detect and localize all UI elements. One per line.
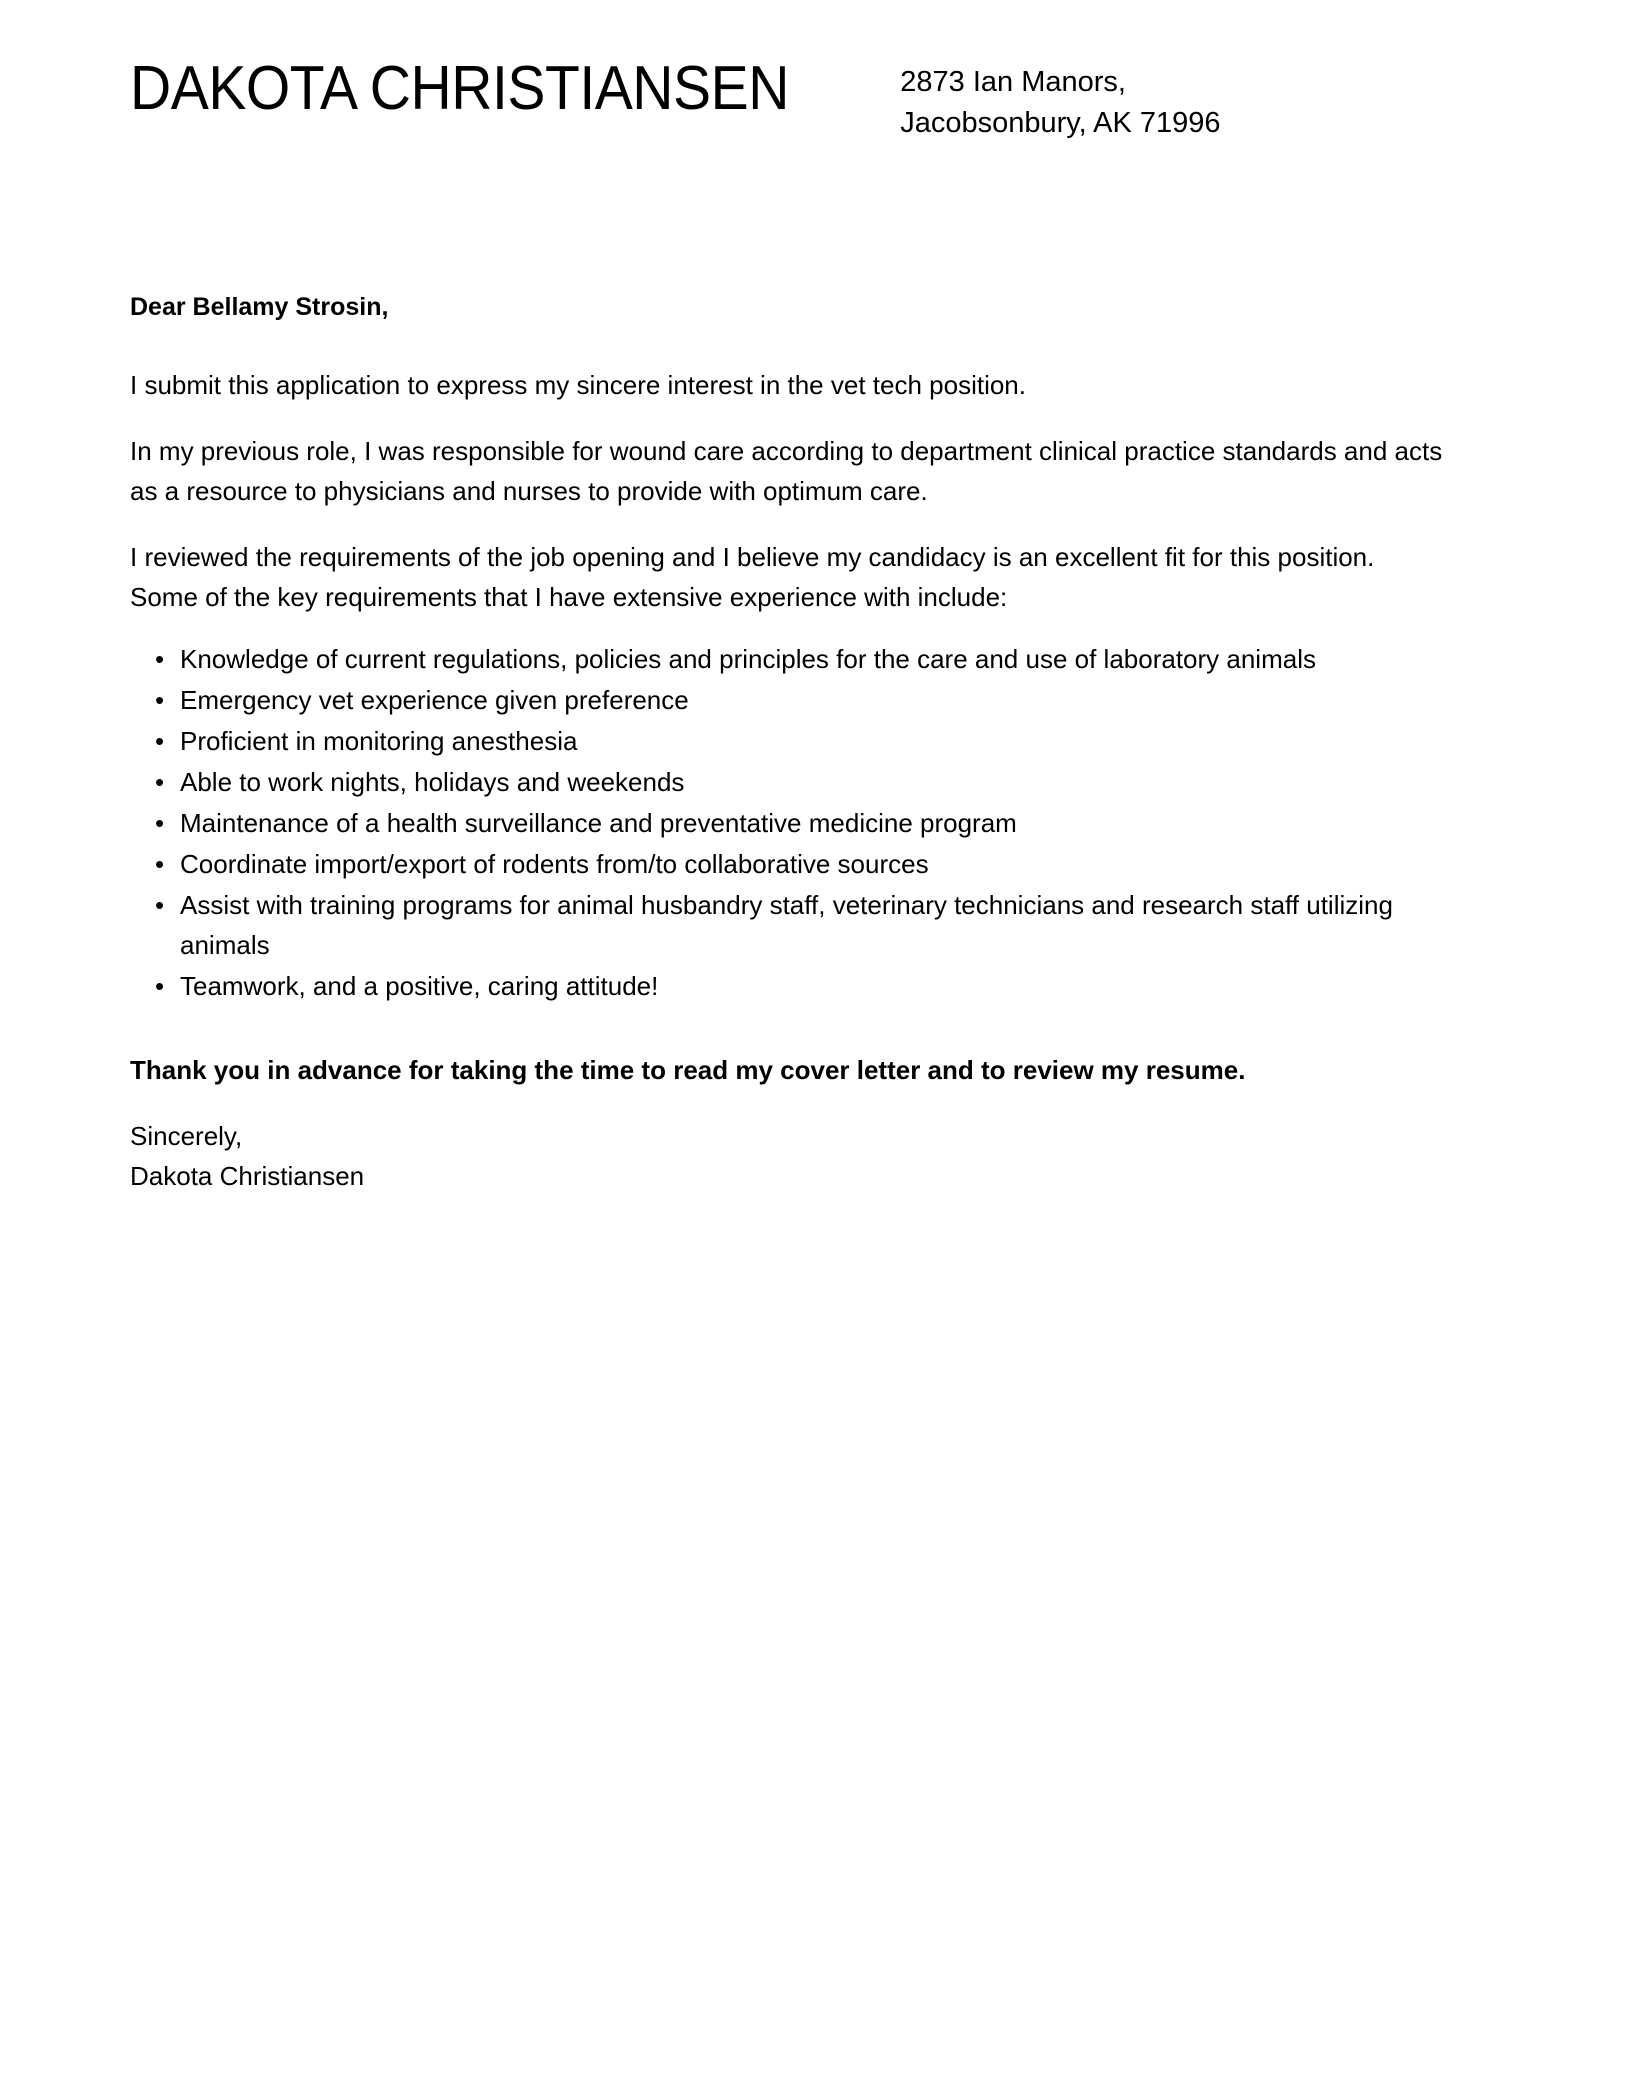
bullet-icon: • [155,685,165,715]
body-paragraph-2: In my previous role, I was responsible for wound care according to department clinical practice standards and acts as a resource to physicians and nurses to provide with optimum care. [130,436,1443,506]
list-item-label: Emergency vet experience given preference [180,685,689,715]
letter-body [130,290,1445,1196]
list-item [130,885,1445,965]
list-item-label: Knowledge of current regulations, policies and principles for the care and use of laboratory animals [180,644,1316,674]
list-item-label: Teamwork, and a positive, caring attitude! [180,971,659,1001]
letter-header [130,52,1502,144]
salutation: Dear Bellamy Strosin, [130,293,389,321]
list-item [130,721,1445,761]
bullet-icon: • [155,971,165,1001]
body-paragraph-1: I submit this application to express my sincere interest in the vet tech position. [130,370,1026,400]
list-item [130,762,1445,802]
bullet-icon: • [155,644,165,674]
signature-block [130,1116,1445,1196]
list-item-label: Maintenance of a health surveillance and preventative medicine program [180,808,1017,838]
bullet-icon: • [155,808,165,838]
address-line-1: 2873 Ian Manors, [900,66,1126,98]
list-item [130,966,1445,1006]
signature-name: Dakota Christiansen [130,1161,365,1191]
sender-address-block [900,62,1220,144]
address-line-2: Jacobsonbury, AK 71996 [900,107,1221,139]
list-item [130,639,1445,679]
list-item [130,680,1445,720]
bullet-icon: • [155,767,165,797]
bullet-icon: • [155,890,165,920]
requirements-list [130,639,1445,1006]
bullet-icon: • [155,726,165,756]
list-item-label: Able to work nights, holidays and weekends [180,767,685,797]
body-paragraph-3: I reviewed the requirements of the job opening and I believe my candidacy is an excellent fit for this position. Some of the key requirements that I have extensive experience with include: [130,542,1375,612]
bullet-icon: • [155,849,165,879]
list-item-label: Proficient in monitoring anesthesia [180,726,578,756]
list-item-label: Assist with training programs for animal husbandry staff, veterinary technicians and research staff utilizing animals [180,890,1393,960]
list-item-label: Coordinate import/export of rodents from/to collaborative sources [180,849,929,879]
list-item [130,844,1445,884]
closing-salutation: Sincerely, [130,1121,243,1151]
thank-you-line: Thank you in advance for taking the time to read my cover letter and to review my resume. [130,1055,1246,1085]
list-item [130,803,1445,843]
page-title: DAKOTA CHRISTIANSEN [130,54,789,123]
